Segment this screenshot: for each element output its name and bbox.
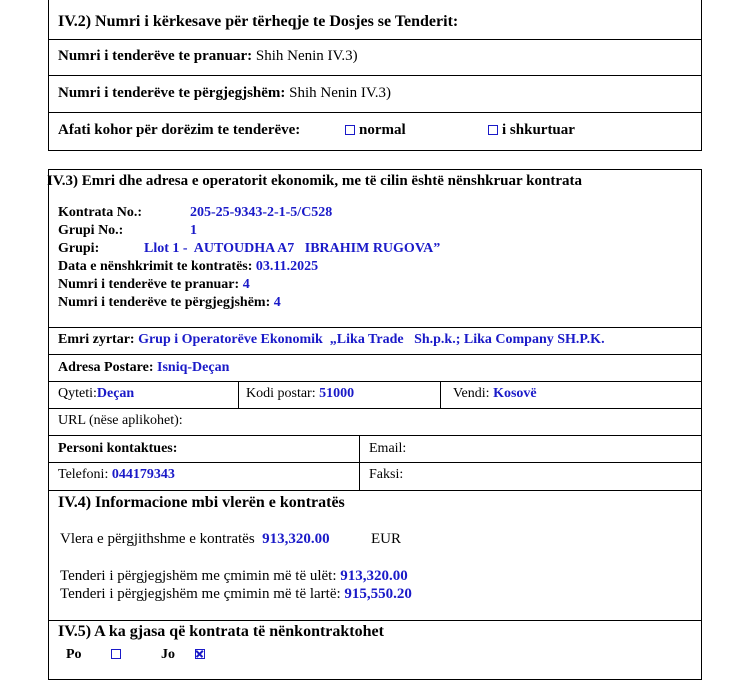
- iv3-responsive: 4: [273, 295, 281, 310]
- opt-normal[interactable]: normal: [345, 122, 406, 139]
- section-iv5: [48, 620, 702, 680]
- sign-date-label: Data e nënshkrimit te kontratës:: [58, 259, 253, 274]
- section-iv4: [48, 490, 702, 621]
- iv5-heading: IV.5) A ka gjasa që kontrata të nënkontraktohet: [58, 623, 384, 640]
- email-label: Email:: [369, 441, 407, 456]
- postal-address-label: Adresa Postare:: [58, 360, 154, 375]
- postal-address: Isniq-Deçan: [157, 360, 230, 375]
- contract-no-label: Kontrata No.:: [58, 205, 142, 220]
- phone: 044179343: [111, 467, 175, 482]
- fax-divider: [359, 463, 360, 491]
- phone-row: [49, 463, 701, 491]
- responsive-label: Numri i tenderëve te përgjegjshëm:: [58, 85, 286, 101]
- city-label: Qyteti:: [58, 386, 97, 401]
- group-no-label: Grupi No.:: [58, 223, 124, 238]
- highest-value: 915,550.20: [344, 586, 412, 602]
- postal-code: 51000: [319, 386, 355, 401]
- total-value: 913,320.00: [262, 531, 330, 547]
- checkbox-short-icon[interactable]: [488, 125, 498, 135]
- section-iv2: [48, 0, 702, 151]
- contact-row: [49, 436, 701, 463]
- opt-short[interactable]: i shkurtuar: [488, 122, 575, 139]
- contract-no: 205-25-9343-2-1-5/C528: [190, 205, 333, 220]
- iv3-heading: IV.3) Emri dhe adresa e operatorit ekonomik, me të cilin është nënshkruar kontrata: [47, 173, 582, 189]
- group-label: Grupi:: [58, 241, 100, 256]
- contact-label: Personi kontaktues:: [58, 441, 178, 456]
- iv3-accepted-label: Numri i tenderëve te pranuar:: [58, 277, 240, 292]
- responsive-value: Shih Nenin IV.3): [289, 85, 391, 101]
- country-divider: [440, 382, 441, 408]
- official-name-label: Emri zyrtar:: [58, 332, 135, 347]
- group-value: Llot 1 - AUTOUDHA A7 IBRAHIM RUGOVA”: [144, 241, 441, 256]
- opt-yes[interactable]: Po: [66, 647, 125, 663]
- iv2-heading: IV.2) Numri i kërkesave për tërheqje te Dosjes se Tenderit:: [58, 13, 459, 30]
- city-divider: [238, 382, 239, 408]
- iv3-accepted: 4: [242, 277, 250, 292]
- checkbox-yes-icon[interactable]: [111, 649, 121, 659]
- city: Deçan: [96, 386, 135, 401]
- country-label: Vendi:: [453, 386, 490, 401]
- deadline-label: Afati kohor për dorëzim te tenderëve:: [58, 122, 301, 138]
- checkbox-normal-icon[interactable]: [345, 125, 355, 135]
- iv3-responsive-label: Numri i tenderëve te përgjegjshëm:: [58, 295, 271, 310]
- city-row: [49, 382, 701, 409]
- fax-label: Faksi:: [369, 467, 404, 482]
- accepted-value: Shih Nenin IV.3): [255, 48, 358, 64]
- lowest-value: 913,320.00: [340, 568, 408, 584]
- opt-no[interactable]: Jo: [161, 647, 209, 663]
- postal-address-row: [49, 355, 701, 382]
- lowest-label: Tenderi i përgjegjshëm me çmimin më të ulët:: [60, 568, 337, 584]
- url-label: URL (nëse aplikohet):: [58, 413, 183, 428]
- postal-code-label: Kodi postar:: [246, 386, 316, 401]
- iv4-heading: IV.4) Informacione mbi vlerën e kontratës: [58, 494, 345, 511]
- currency: EUR: [371, 531, 401, 547]
- accepted-label: Numri i tenderëve te pranuar:: [58, 48, 253, 64]
- group-no: 1: [190, 223, 197, 238]
- country: Kosovë: [493, 386, 537, 401]
- phone-label: Telefoni:: [58, 467, 109, 482]
- deadline-row: [49, 113, 701, 151]
- responsive-row: [49, 76, 701, 113]
- sign-date: 03.11.2025: [255, 259, 319, 274]
- url-row: [49, 409, 701, 436]
- total-label: Vlera e përgjithshme e kontratës: [60, 531, 255, 547]
- iv3-detail-block: [49, 170, 701, 328]
- highest-label: Tenderi i përgjegjshëm me çmimin më të lartë:: [60, 586, 341, 602]
- section-iv3: [48, 169, 702, 491]
- official-name-row: [49, 328, 701, 355]
- accepted-row: [49, 40, 701, 76]
- iv2-heading-row: [49, 0, 701, 40]
- official-name: Grup i Operatorëve Ekonomik „Lika Trade Sh.p.k.; Lika Company SH.P.K.: [138, 332, 605, 347]
- email-divider: [359, 436, 360, 462]
- checkbox-no-checked-icon[interactable]: [195, 649, 205, 659]
